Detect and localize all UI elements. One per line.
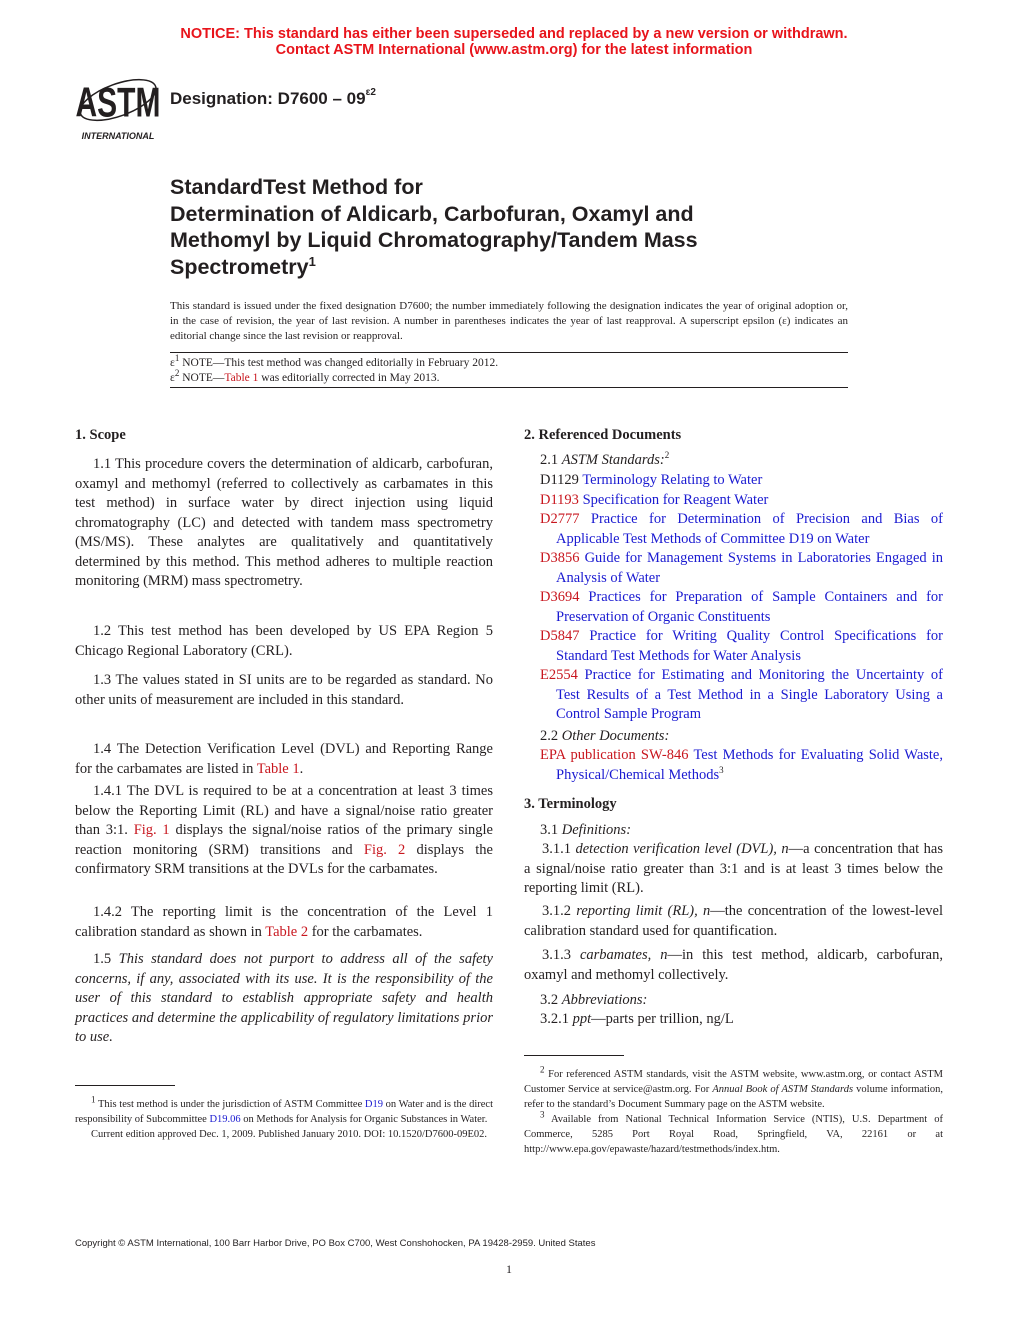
definition-dvl: 3.1.1 detection verification level (DVL), n—a concentration that has a signal/noise ratio greater than 3:1 and is at least 3 times below the reporting limit (RL). <box>524 841 944 896</box>
fig-2-link[interactable]: Fig. 2 <box>363 841 406 858</box>
paragraph-1-4: 1.4 The Detection Verification Level (DVL) and Reporting Range for the carbamates are listed in Table 1. <box>75 741 493 777</box>
notice-line-2: Contact ASTM International (www.astm.org) for the latest information <box>275 41 753 58</box>
paragraph-1-3: 1.3 The values stated in SI units are to be regarded as standard. No other units of measurement are included in this standard. <box>75 672 493 708</box>
paragraph-1-4-2: 1.4.2 The reporting limit is the concentration of the Level 1 calibration standard as shown in Table 2 for the carbamates. <box>75 904 493 940</box>
copyright: Copyright © ASTM International, 100 Barr Harbor Drive, PO Box C700, West Conshohocken, PA 19428-2959. United States <box>75 1238 596 1249</box>
reference-d3856[interactable]: D3856 Guide for Management Systems in Laboratories Engaged in Analysis of Water <box>540 550 944 586</box>
footnote-3: $^3$ Available from National Technical Information Service (NTIS), U.S. Department of Commerce, 5285 Port Royal Road, Springfield, VA, 22161 or at http://www.epa.gov/epawaste/hazard/testmethods/index.htm. <box>524 1109 943 1155</box>
designation-label: Designation: D7600 – 09 <box>170 89 366 108</box>
definition-reporting-limit: 3.1.2 reporting limit (RL), n—the concentration of the lowest-level calibration standard used for quantification. <box>524 903 944 939</box>
reference-sw-846[interactable]: EPA publication SW-846 Test Methods for Evaluating Solid Waste, Physical/Chemical Methods$^3$ <box>540 747 943 783</box>
divider <box>170 387 848 388</box>
section-heading-scope: 1. Scope <box>75 427 126 443</box>
title-line: Methomyl by Liquid Chromatography/Tandem Mass <box>170 228 698 252</box>
intro-paragraph: This standard is issued under the fixed designation D7600; the number immediately following the designation indicates the year of original adoption or, in the case of revision, the year of last revision. A number in parentheses indicates the year of last reapproval. A superscript epsilon (ε) indicates an editorial change since the last revision or reapproval. <box>170 300 848 342</box>
subcommittee-d19-06-link[interactable]: D19.06 <box>209 1114 241 1125</box>
footnotes-right <box>524 1064 943 1157</box>
note-2: $\varepsilon^2$ NOTE—Table 1 was editorially corrected in May 2013. <box>170 368 440 384</box>
notice-line-1: NOTICE: This standard has either been superseded and replaced by a new version or withdrawn. <box>180 26 848 42</box>
table-2-link[interactable]: Table 2 <box>265 923 309 940</box>
designation-epsilon: ε2 <box>365 87 376 99</box>
designation <box>170 89 376 109</box>
editorial-notes <box>170 353 499 386</box>
reference-d2777[interactable]: D2777 Practice for Determination of Precision and Bias of Applicable Test Methods of Committee D19 on Water <box>540 511 944 547</box>
abbreviation-ppt: 3.2.1 ppt—parts per trillion, ng/L <box>540 1011 734 1027</box>
logo-text: ASTM <box>76 78 161 126</box>
title-line: Spectrometry <box>170 254 309 279</box>
footnote-divider <box>524 1055 624 1056</box>
page-number: 1 <box>506 1262 512 1276</box>
logo-subtext: INTERNATIONAL <box>81 131 155 141</box>
subsection-3-1: 3.1 Definitions: <box>540 822 632 838</box>
title-footnote-mark: 1 <box>308 253 316 269</box>
committee-d19-link[interactable]: D19 <box>364 1099 384 1110</box>
paragraph-1-1: 1.1 This procedure covers the determination of aldicarb, carbofuran, oxamyl and methomyl (referred to collectively as carbamates in this test method) in surface water by direct injection using liquid chromatography (LC) and detected with tandem mass spectrometry (MS/MS). These analytes are qualitatively and quantitatively determined by this method. This method adheres to multiple reaction monitoring (MRM) mass spectrometry. <box>75 456 493 589</box>
subsection-2-2: 2.2 Other Documents: <box>540 727 670 744</box>
fig-1-link[interactable]: Fig. 1 <box>133 822 170 838</box>
table-1-link[interactable]: Table 1 <box>256 760 300 777</box>
footnote-divider <box>75 1085 175 1086</box>
table-1-link[interactable]: Table 1 <box>224 372 259 384</box>
reference-d1129[interactable]: D1129 Terminology Relating to Water <box>540 472 763 488</box>
paragraph-1-5: 1.5 This standard does not purport to address all of the safety concerns, if any, associated with its use. It is the responsibility of the user of this standard to establish appropriate safety and health practices and determine the applicability of regulatory limitations prior to use. <box>75 951 493 1045</box>
reference-e2554[interactable]: E2554 Practice for Estimating and Monitoring the Uncertainty of Test Results of a Test Method in a Single Laboratory Using a Control Sample Program <box>540 667 943 722</box>
document-title <box>170 174 870 280</box>
reference-d5847[interactable]: D5847 Practice for Writing Quality Control Specifications for Standard Test Methods for Water Analysis <box>540 628 943 664</box>
reference-list <box>540 471 943 785</box>
paragraph-1-4-1: 1.4.1 The DVL is required to be at a concentration at least 3 times below the Reporting Limit (RL) and have a signal/noise ratio greater than 3:1. Fig. 1 displays the signal/noise ratios of the primary single reaction monitoring (SRM) transitions and Fig. 2 displays the confirmatory SRM transitions at the DVLs for the carbamates. <box>75 783 493 877</box>
astm-logo <box>76 66 162 142</box>
footnote-1-edition: Current edition approved Dec. 1, 2009. Published January 2010. DOI: 10.1520/D7600-09E02. <box>91 1129 488 1140</box>
title-line: StandardTest Method for <box>170 175 423 199</box>
subsection-3-2: 3.2 Abbreviations: <box>540 992 648 1008</box>
footnote-2: $^2$ For referenced ASTM standards, visit the ASTM website, www.astm.org, or contact ASTM Customer Service at service@astm.org. For Annual Book of ASTM Standards volume information, refer to the standard’s Document Summary page on the ASTM website. <box>524 1064 943 1110</box>
reference-d3694[interactable]: D3694 Practices for Preparation of Sample Containers and for Preservation of Organic Constituents <box>540 589 943 625</box>
note-1: $\varepsilon^1$ NOTE—This test method was changed editorially in February 2012. <box>170 353 499 369</box>
paragraph-1-2: 1.2 This test method has been developed by US EPA Region 5 Chicago Regional Laboratory (CRL). <box>75 623 493 659</box>
divider <box>170 352 848 353</box>
section-heading-terminology: 3. Terminology <box>524 796 617 812</box>
subsection-2-1: 2.1 ASTM Standards:$^2$ <box>540 450 670 468</box>
title-line: Determination of Aldicarb, Carbofuran, Oxamyl and <box>170 201 694 226</box>
definition-carbamates: 3.1.3 carbamates, n—in this test method, aldicarb, carbofuran, oxamyl and methomyl collectively. <box>524 947 943 983</box>
section-heading-referenced-documents: 2. Referenced Documents <box>524 427 682 443</box>
supersede-notice <box>0 27 1020 58</box>
footnote-1: $^1$ This test method is under the jurisdiction of ASTM Committee D19 on Water and is the direct responsibility of Subcommittee D19.06 on Methods for Analysis for Organic Substances in Water. Current edition approved Dec. 1, 2009. Published January 2010. DOI: 10.1520/D7600-09E02. <box>75 1094 493 1140</box>
reference-d1193[interactable]: D1193 Specification for Reagent Water <box>540 491 769 508</box>
